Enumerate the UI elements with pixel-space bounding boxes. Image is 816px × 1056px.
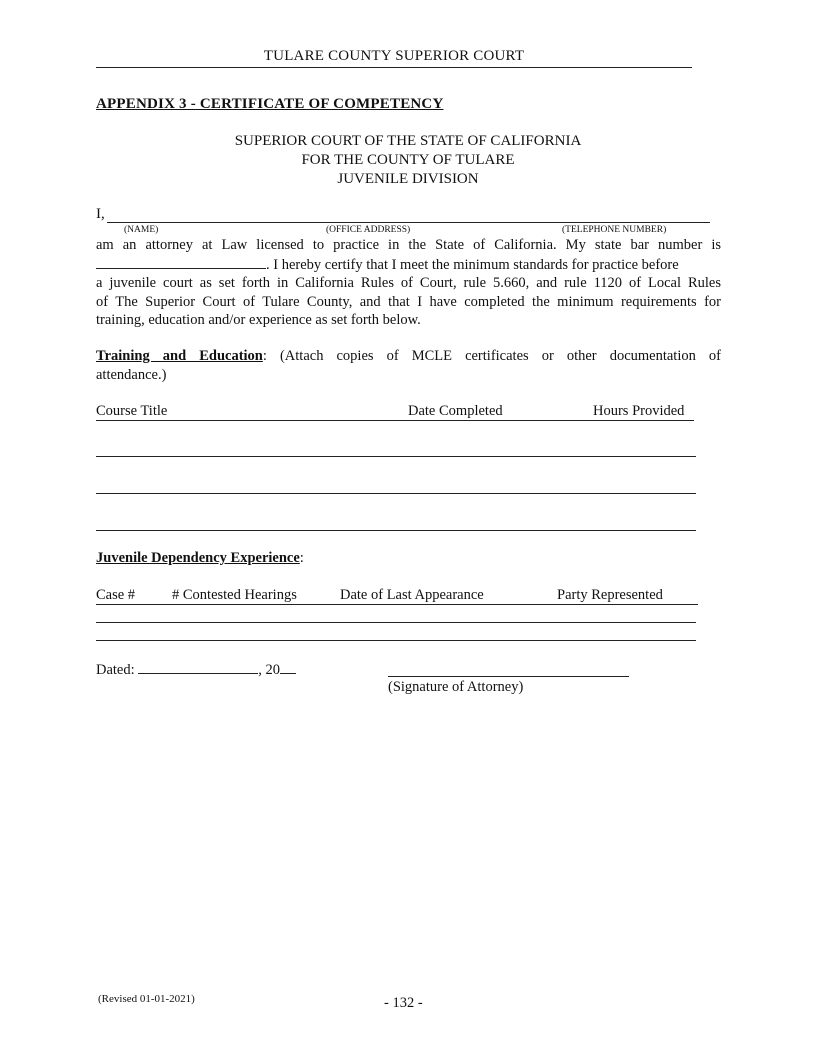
case-number-column-header: Case # (96, 587, 136, 603)
declaration-line-1: am an attorney at Law licensed to practice in the State of California. My state bar number is (96, 237, 721, 253)
signature-line[interactable] (388, 676, 629, 677)
training-section (96, 347, 721, 385)
document-header-title: TULARE COUNTY SUPERIOR COURT (263, 48, 525, 64)
dependency-heading-colon: : (299, 550, 304, 566)
dependency-heading: Juvenile Dependency Experience (96, 550, 300, 566)
course-header-rule (96, 420, 694, 421)
training-note-line-1: (Attach copies of MCLE certificates or other documentation of (279, 348, 721, 364)
declaration-line-5: training, education and/or experience as set forth below. (96, 312, 421, 329)
signature-label: (Signature of Attorney) (388, 679, 524, 695)
training-heading: Training and Education (96, 348, 263, 364)
course-entry-line[interactable] (96, 493, 696, 494)
declaration-line-4: of The Superior Court of Tulare County, and that I have completed the minimum requirements for (96, 293, 721, 310)
court-caption-line-1: SUPERIOR COURT OF THE STATE OF CALIFORNIA (234, 133, 582, 149)
revision-date: (Revised 01-01-2021) (98, 993, 195, 1005)
party-represented-column-header: Party Represented (557, 587, 663, 603)
date-field[interactable] (138, 661, 258, 674)
telephone-field-label: (TELEPHONE NUMBER) (562, 225, 667, 235)
declaration-line-3: a juvenile court as set forth in California Rules of Court, rule 5.660, and rule 1120 of Local Rules (96, 275, 721, 292)
course-title-column-header: Course Title (96, 403, 168, 419)
name-field-label: (NAME) (124, 225, 159, 235)
dated-label: Dated: (96, 662, 135, 678)
declarant-prefix: I, (96, 206, 105, 222)
declaration-line-2 (96, 255, 721, 275)
course-entry-line[interactable] (96, 530, 696, 531)
last-appearance-column-header: Date of Last Appearance (340, 587, 484, 603)
dated-row (96, 661, 296, 679)
state-bar-number-field[interactable] (96, 255, 266, 269)
header-rule (96, 67, 692, 68)
dependency-entry-line[interactable] (96, 640, 696, 641)
year-prefix: , 20 (258, 662, 281, 678)
training-heading-colon: : (262, 348, 267, 364)
training-heading-row (96, 347, 721, 366)
court-caption-line-2: FOR THE COUNTY OF TULARE (301, 152, 515, 168)
declarant-info-field[interactable] (107, 222, 710, 223)
declaration-paragraph (96, 236, 721, 330)
dependency-heading-row (96, 550, 304, 567)
training-note-line-2: attendance.) (96, 367, 167, 383)
dependency-header-rule (96, 604, 698, 605)
appendix-title: APPENDIX 3 - CERTIFICATE OF COMPETENCY (96, 96, 444, 112)
declaration-line-2-text: . I hereby certify that I meet the minimum standards for practice before (266, 256, 679, 273)
office-address-field-label: (OFFICE ADDRESS) (326, 225, 411, 235)
contested-hearings-column-header: # Contested Hearings (172, 587, 297, 603)
year-field[interactable] (280, 661, 296, 674)
page-number: - 132 - (384, 995, 423, 1011)
court-caption-line-3: JUVENILE DIVISION (337, 171, 479, 187)
dependency-entry-line[interactable] (96, 622, 696, 623)
hours-provided-column-header: Hours Provided (593, 403, 685, 419)
court-caption (96, 132, 720, 189)
course-entry-line[interactable] (96, 456, 696, 457)
date-completed-column-header: Date Completed (408, 403, 503, 419)
